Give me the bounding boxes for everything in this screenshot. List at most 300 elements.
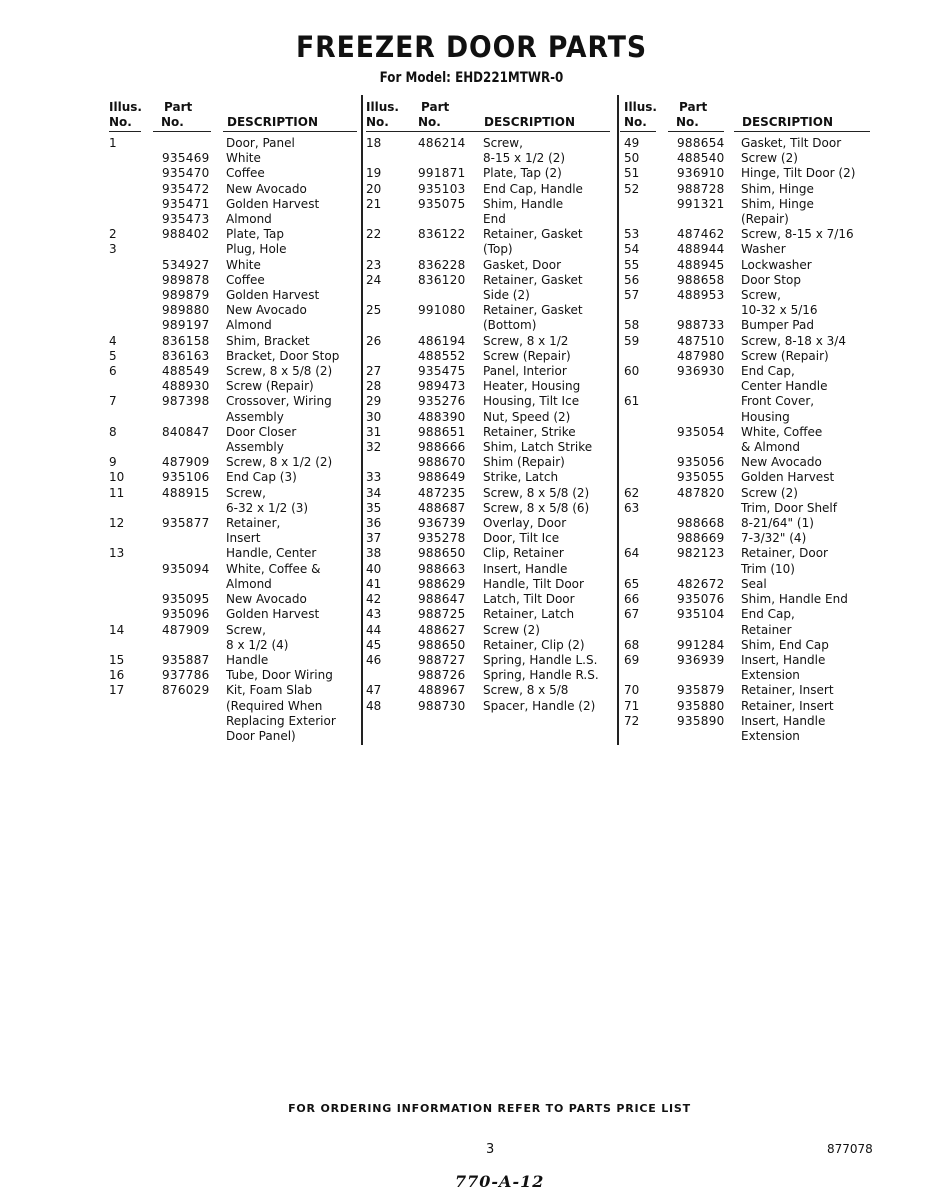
parts-column-3 xyxy=(624,100,874,744)
illus-number: 57 xyxy=(624,288,640,303)
part-description: Shim, Handle End xyxy=(741,592,848,607)
part-number: 988733 xyxy=(677,318,725,333)
parts-row xyxy=(366,136,610,166)
part-description: White xyxy=(226,151,261,166)
column-header xyxy=(109,100,357,132)
part-description: Screw, 8 x 5/8 (2) xyxy=(483,485,590,500)
part-number: 937786 xyxy=(162,668,210,683)
part-number: 936930 xyxy=(677,364,725,379)
part-description: Handle, Center xyxy=(226,546,317,561)
header-part-no: No. xyxy=(418,115,441,129)
parts-row xyxy=(366,394,610,409)
parts-row xyxy=(366,562,610,577)
parts-row xyxy=(109,653,357,668)
parts-row xyxy=(109,516,357,546)
part-number: 988726 xyxy=(418,668,466,683)
part-description: Handle, Tilt Door xyxy=(483,576,584,591)
part-description: New Avocado xyxy=(226,303,307,318)
parts-row xyxy=(624,136,874,151)
part-description: Latch, Tilt Door xyxy=(483,592,575,607)
parts-row xyxy=(366,486,610,501)
parts-row xyxy=(366,258,610,273)
header-rule xyxy=(620,131,656,132)
illus-number: 26 xyxy=(366,333,382,348)
part-number: 936739 xyxy=(418,516,466,531)
illus-number: 67 xyxy=(624,607,640,622)
part-description: Plug, Hole xyxy=(226,242,287,257)
parts-row xyxy=(366,334,610,349)
parts-row xyxy=(366,592,610,607)
header-illus-no: No. xyxy=(624,115,647,129)
parts-row xyxy=(109,364,357,379)
parts-row xyxy=(624,258,874,273)
part-description: Shim (Repair) xyxy=(483,455,565,470)
part-description: Retainer, Insert xyxy=(226,516,281,546)
part-description: Spring, Handle R.S. xyxy=(483,668,599,683)
header-illus-no: No. xyxy=(366,115,389,129)
part-description: Retainer, Strike xyxy=(483,424,576,439)
part-description: Door Stop xyxy=(741,272,801,287)
part-description: Insert, Handle Extension xyxy=(741,652,826,683)
part-description: Screw, 10-32 x 5/16 xyxy=(741,288,818,318)
part-number: 486194 xyxy=(418,333,466,348)
parts-row xyxy=(109,607,357,622)
part-description: Crossover, Wiring Assembly xyxy=(226,394,332,424)
header-illus: Illus. xyxy=(109,100,142,114)
part-number: 935054 xyxy=(677,424,725,439)
illus-number: 50 xyxy=(624,151,640,166)
parts-row xyxy=(109,318,357,333)
part-description: Screw (Repair) xyxy=(741,348,829,363)
parts-row xyxy=(624,486,874,501)
part-number: 988650 xyxy=(418,637,466,652)
part-number: 935104 xyxy=(677,607,725,622)
illus-number: 9 xyxy=(109,455,117,470)
part-description: White, Coffee & Almond xyxy=(741,424,823,455)
part-description: End Cap (3) xyxy=(226,470,297,485)
part-description: Spacer, Handle (2) xyxy=(483,698,596,713)
part-description: Golden Harvest xyxy=(226,607,320,622)
part-number: 935055 xyxy=(677,470,725,485)
parts-row xyxy=(366,546,610,561)
illus-number: 51 xyxy=(624,166,640,181)
parts-row xyxy=(109,470,357,485)
part-number: 876029 xyxy=(162,683,210,698)
illus-number: 19 xyxy=(366,166,382,181)
illus-number: 38 xyxy=(366,546,382,561)
part-number: 988629 xyxy=(418,576,466,591)
parts-row xyxy=(109,425,357,455)
part-number: 836122 xyxy=(418,227,466,242)
part-description: Golden Harvest xyxy=(226,196,320,211)
illus-number: 62 xyxy=(624,485,640,500)
part-description: Screw, 8-15 x 1/2 (2) xyxy=(483,136,566,166)
header-part: Part xyxy=(679,100,708,114)
illus-number: 34 xyxy=(366,485,382,500)
illus-number: 61 xyxy=(624,394,640,409)
parts-row xyxy=(366,440,610,455)
parts-row xyxy=(109,562,357,592)
part-number: 935879 xyxy=(677,683,725,698)
part-description: Insert, Handle Extension xyxy=(741,713,826,743)
parts-row xyxy=(366,349,610,364)
parts-row xyxy=(366,379,610,394)
illus-number: 35 xyxy=(366,500,382,515)
illus-number: 8 xyxy=(109,424,117,439)
part-description: Golden Harvest xyxy=(741,470,835,485)
part-number: 488390 xyxy=(418,409,466,424)
illus-number: 43 xyxy=(366,607,382,622)
header-description: DESCRIPTION xyxy=(227,115,319,129)
illus-number: 11 xyxy=(109,485,125,500)
parts-row xyxy=(109,303,357,318)
parts-row xyxy=(624,364,874,394)
parts-row xyxy=(366,303,610,333)
part-number: 487235 xyxy=(418,485,466,500)
part-number: 488930 xyxy=(162,379,210,394)
parts-row xyxy=(366,653,610,668)
part-description: Shim, Handle End xyxy=(483,196,564,227)
part-description: Panel, Interior xyxy=(483,364,567,379)
part-description: Washer xyxy=(741,242,786,257)
part-number: 487510 xyxy=(677,333,725,348)
illus-number: 37 xyxy=(366,531,382,546)
parts-row xyxy=(366,516,610,531)
ordering-note: FOR ORDERING INFORMATION REFER TO PARTS PRICE LIST xyxy=(288,1102,691,1115)
parts-row xyxy=(624,638,874,653)
illus-number: 7 xyxy=(109,394,117,409)
part-number: 488627 xyxy=(418,622,466,637)
parts-row xyxy=(624,349,874,364)
illus-number: 28 xyxy=(366,379,382,394)
part-number: 488549 xyxy=(162,364,210,379)
part-description: Clip, Retainer xyxy=(483,546,564,561)
parts-row xyxy=(624,151,874,166)
parts-row xyxy=(109,623,357,653)
part-number: 935880 xyxy=(677,698,725,713)
illus-number: 49 xyxy=(624,136,640,150)
illus-number: 64 xyxy=(624,546,640,561)
parts-row xyxy=(109,212,357,227)
parts-row xyxy=(624,394,874,424)
part-description: White, Coffee & Almond xyxy=(226,561,321,591)
parts-row xyxy=(624,425,874,455)
illus-number: 72 xyxy=(624,713,640,728)
part-description: Retainer, Door Trim (10) xyxy=(741,546,828,576)
illus-number: 6 xyxy=(109,364,117,379)
header-illus: Illus. xyxy=(366,100,399,114)
part-number: 988666 xyxy=(418,440,466,455)
part-number: 935056 xyxy=(677,455,725,470)
illus-number: 14 xyxy=(109,622,125,637)
part-description: Retainer, Gasket (Top) xyxy=(483,227,583,257)
part-description: Screw (Repair) xyxy=(226,379,314,394)
parts-row xyxy=(366,410,610,425)
header-rule xyxy=(109,131,141,132)
part-number: 482672 xyxy=(677,576,725,591)
part-description: Hinge, Tilt Door (2) xyxy=(741,166,856,181)
part-description: 8-21/64" (1) xyxy=(741,516,814,531)
illus-number: 31 xyxy=(366,424,382,439)
parts-row xyxy=(366,531,610,546)
illus-number: 24 xyxy=(366,272,382,287)
illus-number: 10 xyxy=(109,470,125,485)
part-description: Almond xyxy=(226,318,272,333)
parts-row xyxy=(366,683,610,698)
illus-number: 59 xyxy=(624,333,640,348)
illus-number: 55 xyxy=(624,257,640,272)
part-number: 488687 xyxy=(418,500,466,515)
header-illus-no: No. xyxy=(109,115,132,129)
part-number: 935095 xyxy=(162,592,210,607)
part-description: Retainer, Insert xyxy=(741,698,834,713)
part-description: Shim, End Cap xyxy=(741,637,829,652)
parts-row xyxy=(366,455,610,470)
parts-row xyxy=(624,273,874,288)
parts-row xyxy=(624,227,874,242)
parts-row xyxy=(366,607,610,622)
part-description: Kit, Foam Slab (Required When Replacing Exterior Door Panel) xyxy=(226,683,336,743)
part-description: Plate, Tap xyxy=(226,227,284,242)
parts-row xyxy=(624,546,874,576)
parts-row xyxy=(624,592,874,607)
part-number: 935075 xyxy=(418,196,466,211)
parts-row xyxy=(366,470,610,485)
part-number: 488967 xyxy=(418,683,466,698)
header-part-no: No. xyxy=(676,115,699,129)
part-number: 935076 xyxy=(677,592,725,607)
part-description: End Cap, Retainer xyxy=(741,607,795,637)
part-description: Screw, 8 x 5/8 xyxy=(483,683,569,698)
illus-number: 20 xyxy=(366,181,382,196)
part-description: Lockwasher xyxy=(741,257,812,272)
part-number: 935096 xyxy=(162,607,210,622)
parts-row xyxy=(366,197,610,227)
parts-row xyxy=(366,227,610,257)
illus-number: 18 xyxy=(366,136,382,150)
parts-row xyxy=(366,623,610,638)
illus-number: 52 xyxy=(624,181,640,196)
part-number: 486214 xyxy=(418,136,466,150)
illus-number: 12 xyxy=(109,516,125,531)
part-number: 988727 xyxy=(418,652,466,667)
parts-row xyxy=(624,607,874,637)
part-number: 935103 xyxy=(418,181,466,196)
parts-row xyxy=(366,166,610,181)
parts-row xyxy=(366,364,610,379)
part-description: Retainer, Gasket Side (2) xyxy=(483,272,583,303)
part-number: 988649 xyxy=(418,470,466,485)
part-number: 935094 xyxy=(162,561,210,576)
part-number: 988654 xyxy=(677,136,725,150)
illus-number: 60 xyxy=(624,364,640,379)
header-rule xyxy=(366,131,610,132)
illus-number: 47 xyxy=(366,683,382,698)
part-number: 988647 xyxy=(418,592,466,607)
part-number: 989197 xyxy=(162,318,210,333)
part-description: Overlay, Door xyxy=(483,516,567,531)
illus-number: 33 xyxy=(366,470,382,485)
page-title: FREEZER DOOR PARTS xyxy=(295,30,648,64)
illus-number: 23 xyxy=(366,257,382,272)
illus-number: 32 xyxy=(366,440,382,455)
part-number: 982123 xyxy=(677,546,725,561)
illus-number: 54 xyxy=(624,242,640,257)
part-description: Screw (2) xyxy=(741,485,798,500)
page-number: 3 xyxy=(486,1142,495,1157)
part-description: End Cap, Handle xyxy=(483,181,583,196)
illus-number: 15 xyxy=(109,652,125,667)
part-number: 935473 xyxy=(162,212,210,227)
part-description: Screw, 8-15 x 7/16 xyxy=(741,227,854,242)
part-number: 988663 xyxy=(418,561,466,576)
part-description: New Avocado xyxy=(226,181,307,196)
parts-row xyxy=(109,379,357,394)
part-number: 487909 xyxy=(162,455,210,470)
part-description: Screw, 8-18 x 3/4 xyxy=(741,333,846,348)
header-rule xyxy=(668,131,724,132)
parts-row xyxy=(109,258,357,273)
parts-row xyxy=(624,714,874,744)
part-description: Front Cover, Housing xyxy=(741,394,815,424)
parts-row xyxy=(109,288,357,303)
part-number: 989879 xyxy=(162,288,210,303)
parts-row xyxy=(624,288,874,318)
part-number: 488915 xyxy=(162,485,210,500)
parts-row xyxy=(366,638,610,653)
parts-row xyxy=(109,683,357,744)
illus-number: 22 xyxy=(366,227,382,242)
header-illus: Illus. xyxy=(624,100,657,114)
parts-row xyxy=(109,334,357,349)
parts-row xyxy=(109,546,357,561)
illus-number: 69 xyxy=(624,652,640,667)
parts-row xyxy=(624,197,874,227)
illus-number: 40 xyxy=(366,561,382,576)
part-description: Almond xyxy=(226,212,272,227)
part-number: 487909 xyxy=(162,622,210,637)
part-number: 991284 xyxy=(677,637,725,652)
parts-row xyxy=(109,394,357,424)
part-description: Trim, Door Shelf xyxy=(741,500,837,515)
part-description: Heater, Housing xyxy=(483,379,581,394)
part-description: 7-3/32" (4) xyxy=(741,531,807,546)
parts-row xyxy=(109,182,357,197)
part-description: Screw, 8 x 1/2 (4) xyxy=(226,622,289,652)
illus-number: 46 xyxy=(366,652,382,667)
part-description: White xyxy=(226,257,261,272)
parts-row xyxy=(624,501,874,516)
part-number: 988725 xyxy=(418,607,466,622)
part-number: 991321 xyxy=(677,196,725,211)
column-header xyxy=(624,100,874,132)
parts-row xyxy=(624,470,874,485)
parts-row xyxy=(366,273,610,303)
parts-row xyxy=(624,242,874,257)
part-number: 935278 xyxy=(418,531,466,546)
illus-number: 58 xyxy=(624,318,640,333)
parts-row xyxy=(624,182,874,197)
model-subtitle: For Model: EHD221MTWR-0 xyxy=(379,70,564,86)
part-number: 836228 xyxy=(418,257,466,272)
part-number: 488945 xyxy=(677,257,725,272)
part-description: Housing, Tilt Ice xyxy=(483,394,580,409)
part-number: 836158 xyxy=(162,333,210,348)
part-number: 935877 xyxy=(162,516,210,531)
illus-number: 41 xyxy=(366,576,382,591)
part-number: 935471 xyxy=(162,196,210,211)
parts-row xyxy=(109,592,357,607)
part-number: 935887 xyxy=(162,652,210,667)
parts-row xyxy=(109,227,357,242)
part-number: 988668 xyxy=(677,516,725,531)
part-description: Gasket, Door xyxy=(483,257,561,272)
parts-row xyxy=(624,531,874,546)
header-part: Part xyxy=(164,100,193,114)
header-rule xyxy=(153,131,211,132)
illus-number: 29 xyxy=(366,394,382,409)
header-rule xyxy=(223,131,357,132)
part-number: 935469 xyxy=(162,151,210,166)
part-description: Plate, Tap (2) xyxy=(483,166,562,181)
part-description: Retainer, Latch xyxy=(483,607,575,622)
part-description: Retainer, Gasket (Bottom) xyxy=(483,303,583,333)
part-description: Screw (Repair) xyxy=(483,348,571,363)
part-number: 935470 xyxy=(162,166,210,181)
parts-row xyxy=(109,455,357,470)
part-description: New Avocado xyxy=(741,455,822,470)
part-description: Shim, Latch Strike xyxy=(483,440,593,455)
part-number: 988658 xyxy=(677,272,725,287)
parts-row xyxy=(624,577,874,592)
part-number: 936910 xyxy=(677,166,725,181)
part-description: Gasket, Tilt Door xyxy=(741,136,842,150)
illus-number: 30 xyxy=(366,409,382,424)
part-description: Golden Harvest xyxy=(226,288,320,303)
part-description: Shim, Hinge xyxy=(741,181,814,196)
parts-row xyxy=(109,273,357,288)
parts-column-2 xyxy=(366,100,610,714)
part-number: 935106 xyxy=(162,470,210,485)
document-number: 877078 xyxy=(827,1142,873,1156)
part-number: 836120 xyxy=(418,272,466,287)
part-description: Bumper Pad xyxy=(741,318,814,333)
parts-row xyxy=(109,486,357,516)
part-description: Screw, 8 x 1/2 xyxy=(483,333,569,348)
illus-number: 36 xyxy=(366,516,382,531)
part-number: 534927 xyxy=(162,257,210,272)
part-description: Door, Panel xyxy=(226,136,295,150)
part-number: 988402 xyxy=(162,227,210,242)
illus-number: 25 xyxy=(366,303,382,318)
part-description: Retainer, Clip (2) xyxy=(483,637,585,652)
illus-number: 27 xyxy=(366,364,382,379)
part-description: Strike, Latch xyxy=(483,470,559,485)
illus-number: 13 xyxy=(109,546,125,561)
illus-number: 2 xyxy=(109,227,117,242)
header-part-no: No. xyxy=(161,115,184,129)
part-description: Spring, Handle L.S. xyxy=(483,652,598,667)
part-description: Screw, 8 x 5/8 (2) xyxy=(226,364,333,379)
column-header xyxy=(366,100,610,132)
part-description: Shim, Bracket xyxy=(226,333,310,348)
illus-number: 56 xyxy=(624,272,640,287)
illus-number: 65 xyxy=(624,576,640,591)
illus-number: 45 xyxy=(366,637,382,652)
part-description: New Avocado xyxy=(226,592,307,607)
part-description: Screw, 6-32 x 1/2 (3) xyxy=(226,485,309,515)
illus-number: 68 xyxy=(624,637,640,652)
